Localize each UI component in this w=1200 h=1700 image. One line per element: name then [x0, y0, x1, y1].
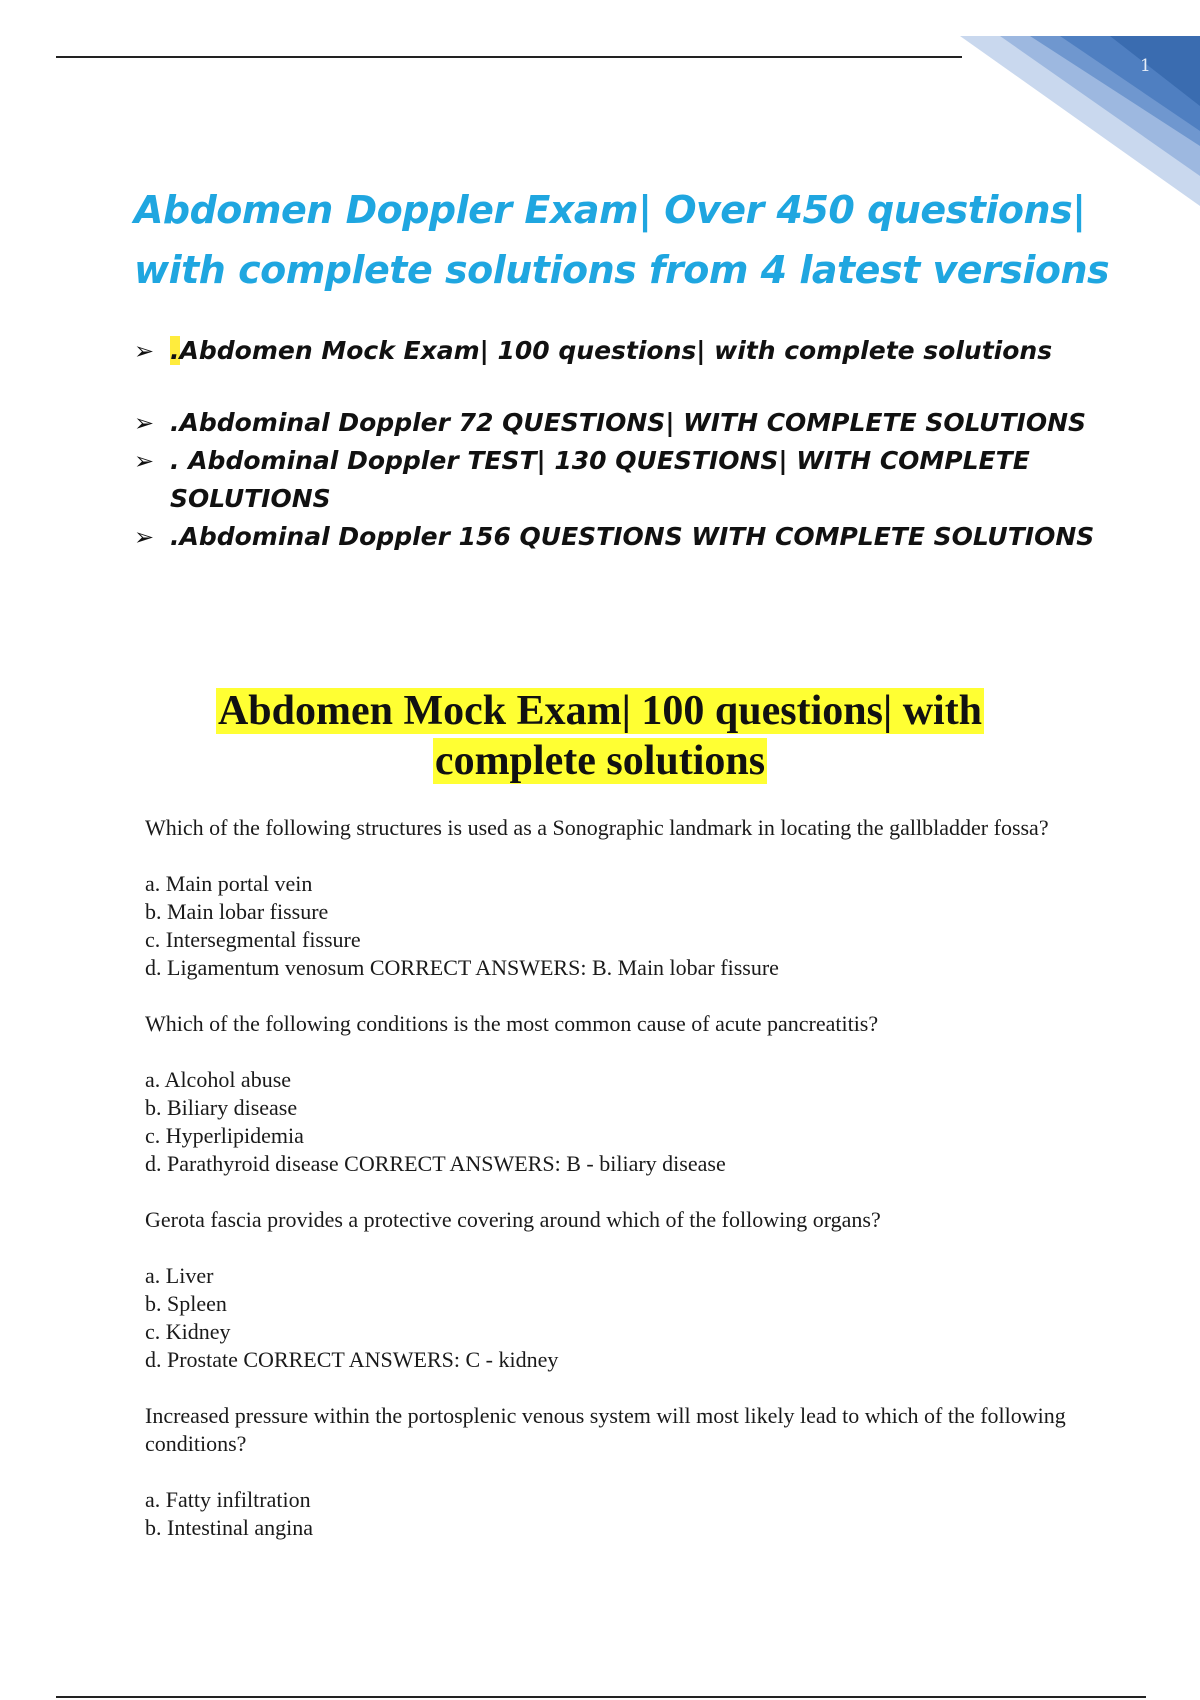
- arrow-bullet-icon: ➢: [134, 523, 155, 551]
- contents-item: [134, 442, 1134, 518]
- header-rule: [56, 56, 962, 58]
- document-title-line-1: Abdomen Doppler Exam| Over 450 questions|: [134, 188, 1086, 232]
- answer-option: a. Fatty infiltration: [145, 1487, 311, 1512]
- document-title: [134, 180, 1134, 300]
- question-text: Which of the following conditions is the most common cause of acute pancreatitis?: [145, 1011, 879, 1036]
- section-title-line-1: Abdomen Mock Exam| 100 questions| with: [217, 688, 983, 734]
- answer-options: [145, 1262, 1085, 1374]
- arrow-bullet-icon: ➢: [134, 447, 155, 475]
- contents-item-label: .Abdominal Doppler 72 QUESTIONS| WITH COMPLETE SOLUTIONS: [170, 408, 1087, 437]
- contents-item-label: .Abdominal Doppler 156 QUESTIONS WITH COMPLETE SOLUTIONS: [170, 522, 1095, 551]
- document-title-line-2: with complete solutions from 4 latest versions: [134, 248, 1110, 292]
- answer-options: [145, 1066, 1085, 1178]
- answer-option: c. Intersegmental fissure: [145, 927, 361, 952]
- answer-option: d. Ligamentum venosum CORRECT ANSWERS: B. Main lobar fissure: [145, 955, 779, 980]
- question-text: Gerota fascia provides a protective covering around which of the following organs?: [145, 1207, 881, 1232]
- answer-options: [145, 870, 1085, 982]
- contents-item-label: . Abdominal Doppler TEST| 130 QUESTIONS| WITH COMPLETE SOLUTIONS: [170, 446, 1030, 513]
- arrow-bullet-icon: ➢: [134, 337, 155, 365]
- section-title: [100, 686, 1100, 786]
- answer-option: d. Prostate CORRECT ANSWERS: C - kidney: [145, 1347, 559, 1372]
- answer-option: a. Main portal vein: [145, 871, 313, 896]
- section-title-line-2: complete solutions: [434, 738, 766, 784]
- arrow-bullet-icon: ➢: [134, 409, 155, 437]
- answer-option: c. Kidney: [145, 1319, 231, 1344]
- answer-option: a. Liver: [145, 1263, 214, 1288]
- answer-options: [145, 1486, 1085, 1542]
- answer-option: b. Biliary disease: [145, 1095, 298, 1120]
- answer-option: b. Intestinal angina: [145, 1515, 314, 1540]
- contents-item: [134, 518, 1134, 556]
- question-text: Which of the following structures is used as a Sonographic landmark in locating the gallbladder fossa?: [145, 815, 1049, 840]
- question-text: Increased pressure within the portosplenic venous system will most likely lead to which of the following conditions?: [145, 1403, 1066, 1456]
- footer-rule: [56, 1696, 1146, 1698]
- answer-option: a. Alcohol abuse: [145, 1067, 292, 1092]
- contents-list: [134, 332, 1134, 556]
- answer-option: d. Parathyroid disease CORRECT ANSWERS: B - biliary disease: [145, 1151, 726, 1176]
- answer-option: b. Spleen: [145, 1291, 227, 1316]
- answer-option: c. Hyperlipidemia: [145, 1123, 304, 1148]
- page-number: 1: [1140, 56, 1151, 76]
- answer-option: b. Main lobar fissure: [145, 899, 329, 924]
- contents-item: [134, 404, 1134, 442]
- question-list: [145, 814, 1085, 1570]
- contents-item: [134, 332, 1134, 370]
- contents-item-label: Abdomen Mock Exam| 100 questions| with complete solutions: [179, 336, 1053, 365]
- highlight-mark: .: [170, 336, 180, 365]
